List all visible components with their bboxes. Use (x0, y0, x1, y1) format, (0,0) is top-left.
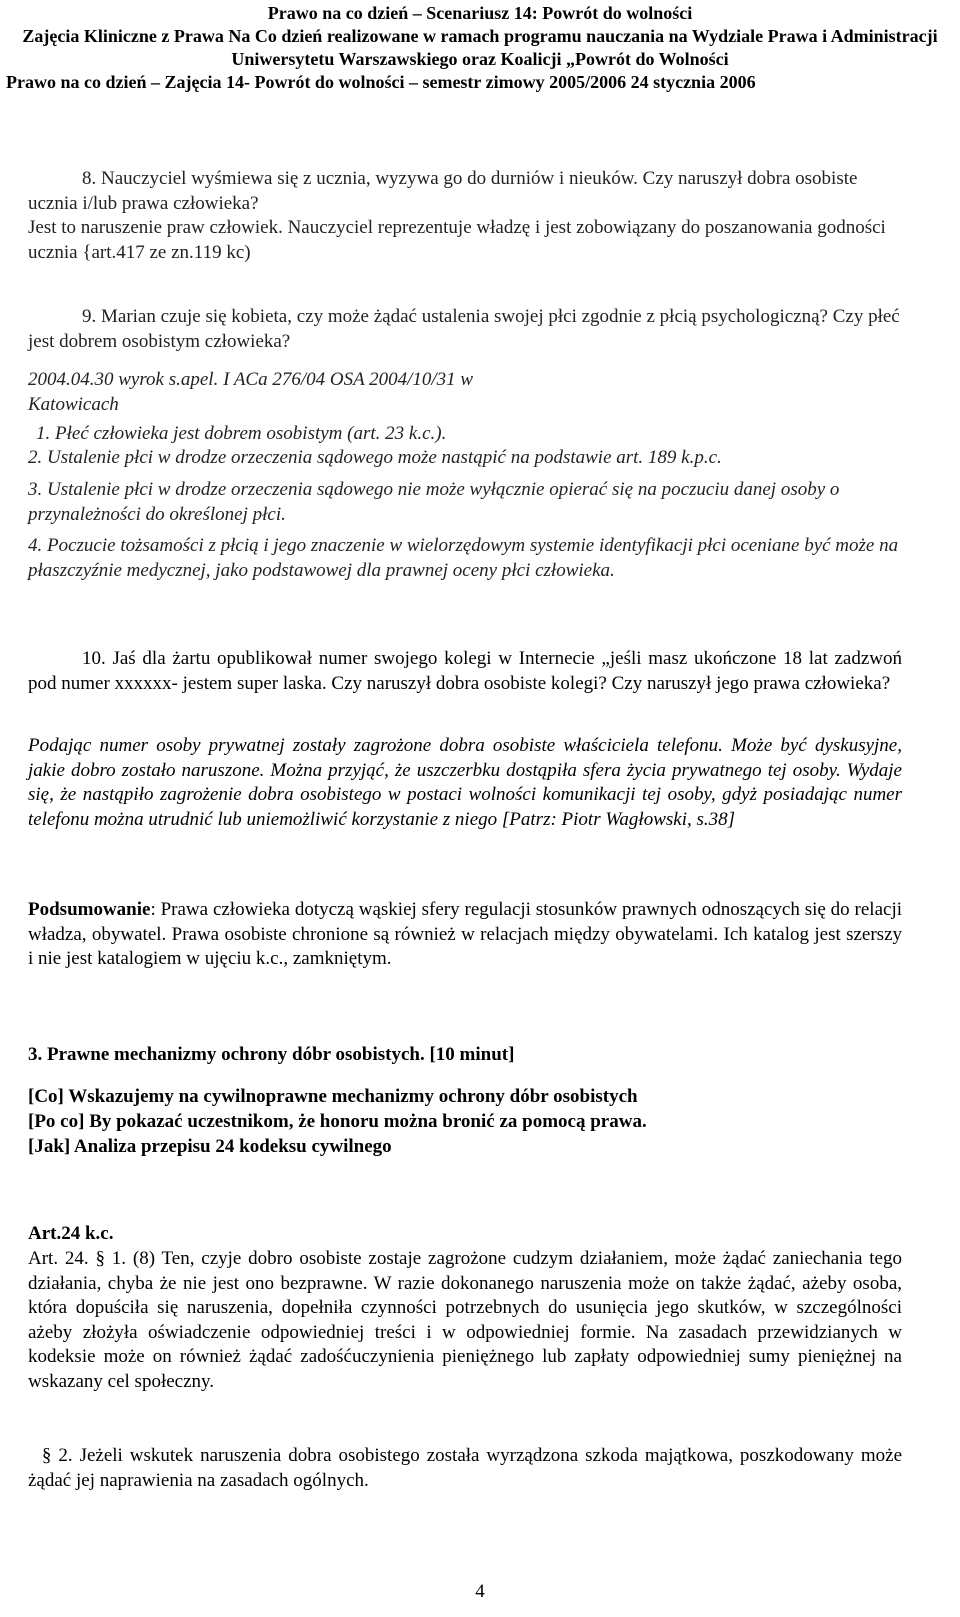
summary-label: Podsumowanie (28, 899, 151, 920)
header-scenario-title: Prawo na co dzień – Scenariusz 14: Powrót do wolności (267, 3, 693, 23)
ruling-citation: 2004.04.30 wyrok s.apel. I ACa 276/04 OSA 2004/10/31 w Katowicach (28, 369, 474, 415)
section-3-co: [Co] Wskazujemy na cywilnoprawne mechanizmy ochrony dóbr osobistych (28, 1086, 638, 1107)
header-session-text: Prawo na co dzień – Zajęcia 14- Powrót do wolności – semestr zimowy 2005/2006 24 stycznia 2006 (6, 72, 756, 92)
header-session-line (0, 71, 960, 94)
summary-paragraph (28, 898, 902, 972)
section-3-jak: [Jak] Analiza przepisu 24 kodeksu cywilnego (28, 1136, 392, 1157)
answer-10: Podając numer osoby prywatnej zostały zagrożone dobra osobiste właściciela telefonu. Może być dyskusyjne, jakie dobro zostało naruszone. Można przyjąć, że uszczerbku dostąpiła sfera życia prywatnego tej osoby. Wydaje się, że nastąpiło zagrożenie dobra osobistego w postaci wolności komunikacji tej osoby, gdyż posiadając numer telefonu można utrudnić lub uniemożliwić korzystanie z niego [Patrz: Piotr Wagłowski, s.38] (28, 735, 902, 830)
page-number: 4 (475, 1581, 485, 1602)
header-university-line: Uniwersytetu Warszawskiego oraz Koalicji „Powrót do Wolności (231, 49, 729, 69)
page-header (0, 0, 960, 94)
article-24-heading: Art.24 k.c. (28, 1223, 114, 1244)
thesis-4: 4. Poczucie tożsamości z płcią i jego znaczenie w wielorzędowym systemie identyfikacji płci oceniane być może na płaszczyźnie medycznej, jako podstawowej dla prawnej oceny płci człowieka. (28, 535, 899, 581)
thesis-3: 3. Ustalenie płci w drodze orzeczenia sądowego nie może wyłącznie opierać się na poczuciu danej osoby o przynależności do określonej płci. (28, 479, 840, 525)
answer-8: Jest to naruszenie praw człowiek. Nauczyciel reprezentuje władzę i jest zobowiązany do poszanowania godności ucznia {art.417 ze zn.119 kc) (28, 217, 886, 263)
question-9-text: 9. Marian czuje się kobieta, czy może żądać ustalenia swojej płci zgodnie z płcią psychologiczną? Czy płeć jest dobrem osobistym człowieka? (28, 306, 900, 352)
thesis-2: 2. Ustalenie płci w drodze orzeczenia sądowego może nastąpić na podstawie art. 189 k.p.c. (28, 447, 722, 468)
article-24-paragraph-2: § 2. Jeżeli wskutek naruszenia dobra osobistego została wyrządzona szkoda majątkowa, poszkodowany może żądać jej naprawienia na zasadach ogólnych. (28, 1445, 907, 1491)
summary-text: : Prawa człowieka dotyczą wąskiej sfery regulacji stosunków prawnych odnoszących się do relacji władza, obywatel. Prawa osobiste chronione są również w relacjach między obywatelami. Ich katalog jest szerszy i nie jest katalogiem w ujęciu k.c., zamkniętym. (28, 899, 902, 969)
question-9 (28, 305, 902, 354)
question-10: 10. Jaś dla żartu opublikował numer swojego kolegi w Internecie „jeśli masz ukończone 18 lat zadzwoń pod numer xxxxxx- jestem super laska. Czy naruszył dobra osobiste kolegi? Czy naruszył jego prawa człowieka? (28, 648, 902, 694)
thesis-1: 1. Płeć człowieka jest dobrem osobistym (art. 23 k.c.). (36, 423, 447, 444)
section-3-title: 3. Prawne mechanizmy ochrony dóbr osobistych. [10 minut] (28, 1044, 515, 1065)
section-3-poco: [Po co] By pokazać uczestnikom, że honoru można bronić za pomocą prawa. (28, 1111, 647, 1132)
article-24-paragraph-1: Art. 24. § 1. (8) Ten, czyje dobro osobiste zostaje zagrożone cudzym działaniem, może żądać zaniechania tego działania, chyba że nie jest ono bezprawne. W razie dokonanego naruszenia może on także żądać, ażeby osoba, która dopuściła się naruszenia, dopełniła czynności potrzebnych do usunięcia jego skutków, w szczególności ażeby złożyła oświadczenie odpowiedniej treści i w odpowiedniej formie. Na zasadach przewidzianych w kodeksie może on również żądać zadośćuczynienia pieniężnego lub zapłaty odpowiedniej sumy pieniężnej na wskazany cel społeczny. (28, 1248, 902, 1392)
header-program-line: Zajęcia Kliniczne z Prawa Na Co dzień realizowane w ramach programu nauczania na Wydziale Prawa i Administracji (22, 26, 938, 46)
question-8: 8. Nauczyciel wyśmiewa się z ucznia, wyzywa go do durniów i nieuków. Czy naruszył dobra osobiste ucznia i/lub prawa człowieka? (28, 168, 858, 214)
